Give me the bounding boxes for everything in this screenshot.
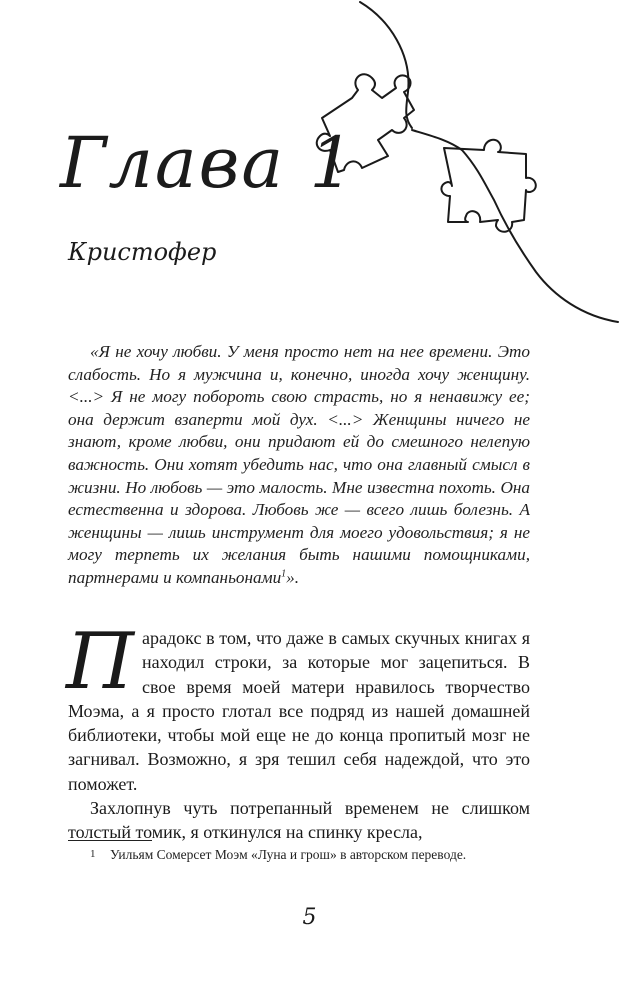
paragraph-1-text: арадокс в том, что даже в самых скучных книгах я находил строки, за которые мог зацепиться. В свое время моей матери нравилось творчество Моэма, а я просто глотал все подряд из нашей домашней библиотеки, чтобы мой еще не до конца пропитый мозг не загнивал. Возможно, я зря тешил себя надеждой, что это поможет.	[68, 628, 530, 794]
paragraph-1	[66, 617, 530, 796]
body-text	[66, 617, 530, 845]
chapter-subtitle: Кристофер	[68, 238, 217, 266]
epigraph-text: «Я не хочу любви. У меня просто нет на нее времени. Это слабость. Но я мужчина и, конечно, иногда хочу женщину. <...> Я не могу побороть свою страсть, но я ненавижу ее; она держит взаперти мой дух. <...> Женщины ничего не знают, кроме любви, они придают ей до смешного нелепую важность. Они хотят убедить нас, что она главный смысл в жизни. Но любовь — это малость. Мне известна похоть. Она естественна и здорова. Любовь же — всего лишь болезнь. А женщины — лишь инструмент для моего удовольствия; я не могу терпеть их желания быть нашими помощниками, партнерами и компаньонами	[68, 342, 530, 587]
drop-cap: П	[66, 617, 135, 707]
epigraph	[68, 341, 530, 590]
footnote-number: 1	[90, 848, 96, 860]
paragraph-2: Захлопнув чуть потрепанный временем не слишком толстый томик, я откинулся на спинку кресла,	[68, 798, 530, 843]
footnote	[68, 845, 530, 864]
epigraph-closing: ».	[286, 567, 300, 587]
chapter-title: Глава 1	[60, 122, 356, 204]
page-number: 5	[302, 905, 317, 930]
footnote-text: Уильям Сомерсет Моэм «Луна и грош» в авторском переводе.	[110, 847, 467, 862]
footnote-reference[interactable]: 1	[281, 568, 287, 580]
footnote-divider	[68, 840, 152, 841]
